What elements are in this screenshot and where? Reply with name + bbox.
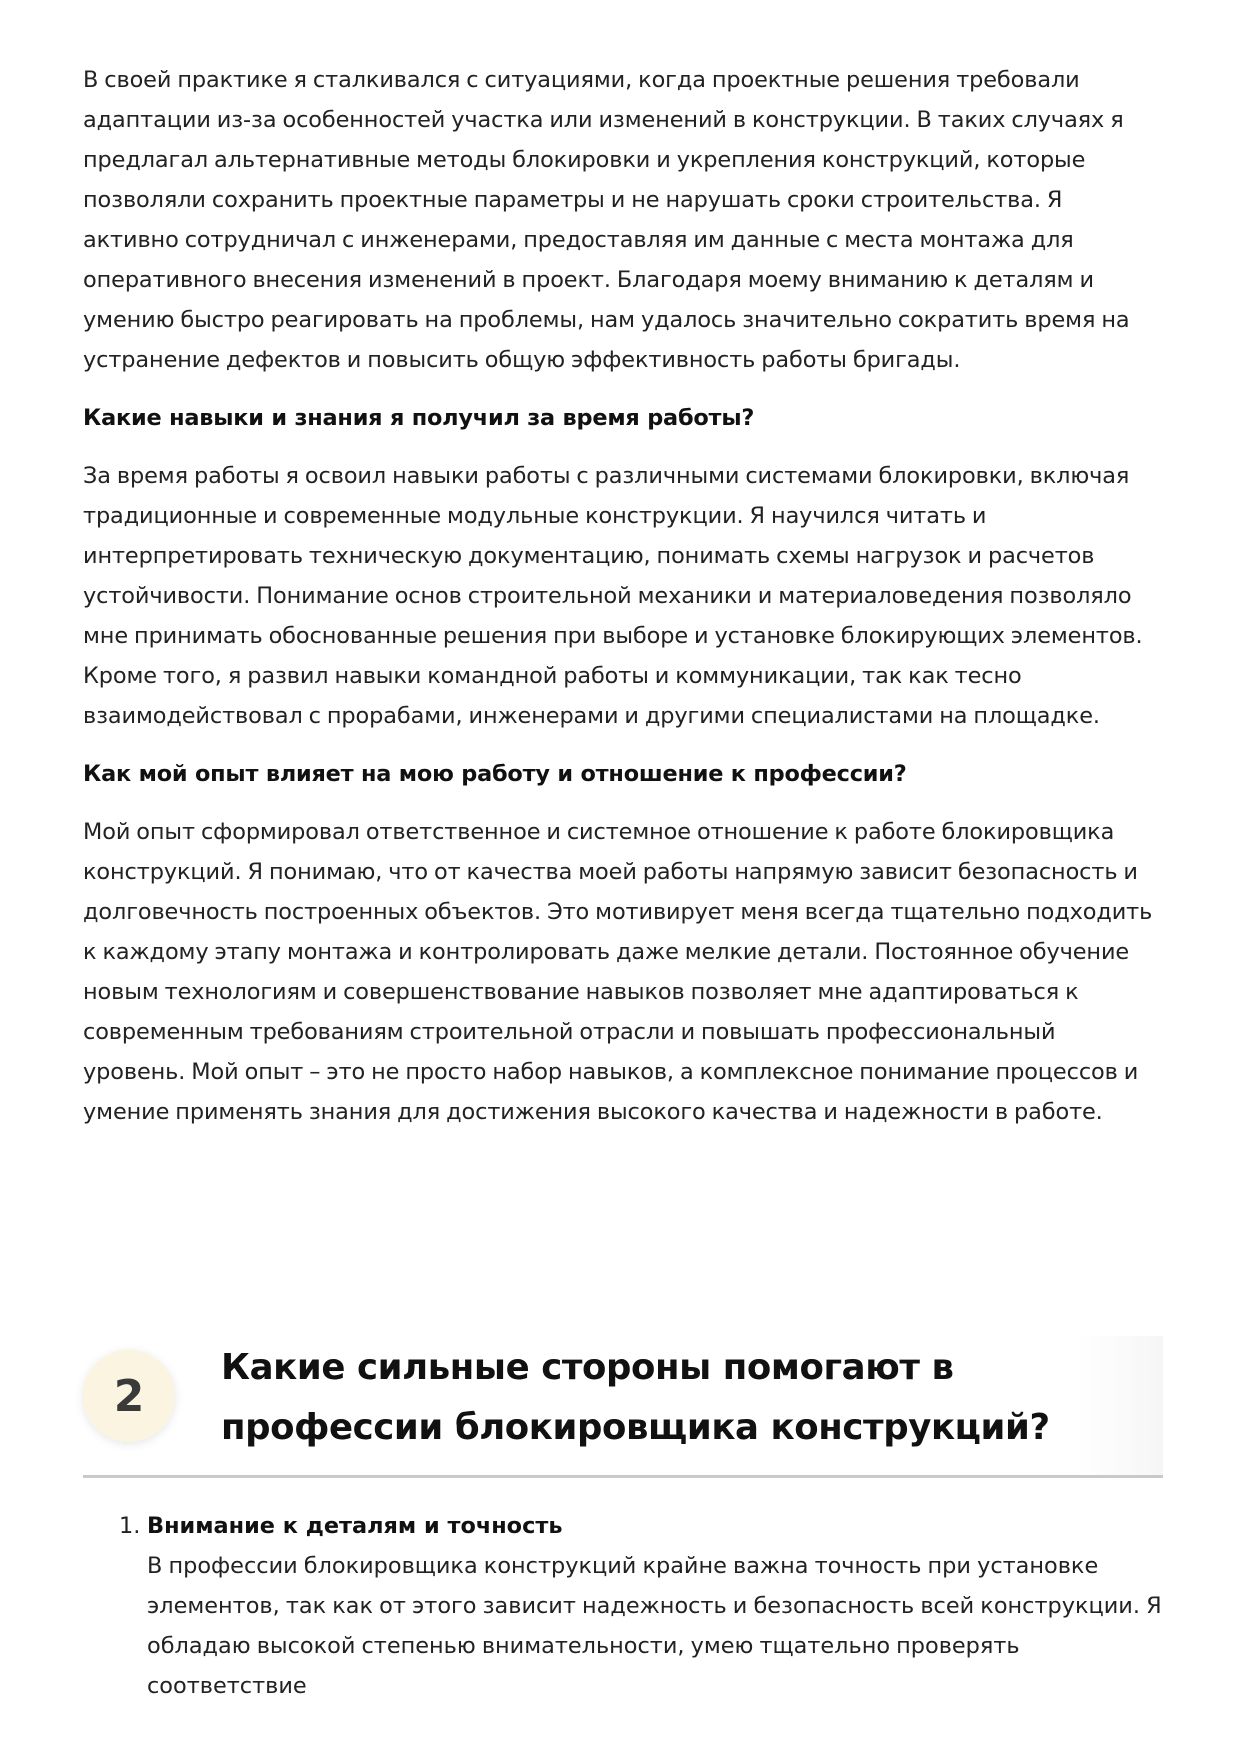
subheading-skills: Какие навыки и знания я получил за время работы? — [83, 405, 755, 431]
list-item-heading: Внимание к деталям и точность — [147, 1513, 563, 1539]
section-header — [83, 1336, 1163, 1478]
list-item-number: 1. — [119, 1513, 141, 1539]
section-number-badge: 2 — [83, 1350, 175, 1442]
list-item — [83, 1506, 1163, 1706]
subheading-experience-impact: Как мой опыт влияет на мою работу и отношение к профессии? — [83, 761, 907, 787]
paragraph-experience-impact: Мой опыт сформировал ответственное и системное отношение к работе блокировщика конструкций. Я понимаю, что от качества моей работы напрямую зависит безопасность и долговечность построенных объектов. Это мотивирует меня всегда тщательно подходить к каждому этапу монтажа и контролировать даже мелкие детали. Постоянное обучение новым технологиям и совершенствование навыков позволяет мне адаптироваться к современным требованиям строительной отрасли и повышать профессиональный уровень. Мой опыт – это не просто набор навыков, а комплексное понимание процессов и умение применять знания для достижения высокого качества и надежности в работе. — [83, 819, 1153, 1125]
article-body — [83, 60, 1163, 1132]
strengths-list — [83, 1506, 1163, 1706]
section-title: Какие сильные стороны помогают в профессии блокировщика конструкций? — [221, 1347, 1050, 1448]
paragraph-project-adaptation: В своей практике я сталкивался с ситуациями, когда проектные решения требовали адаптации из-за особенностей участка или изменений в конструкции. В таких случаях я предлагал альтернативные методы блокировки и укрепления конструкций, которые позволяли сохранить проектные параметры и не нарушать сроки строительства. Я активно сотрудничал с инженерами, предоставляя им данные с места монтажа для оперативного внесения изменений в проект. Благодаря моему вниманию к деталям и умению быстро реагировать на проблемы, нам удалось значительно сократить время на устранение дефектов и повысить общую эффективность работы бригады. — [83, 67, 1130, 373]
list-item-text: В профессии блокировщика конструкций крайне важна точность при установке элементов, так как от этого зависит надежность и безопасность всей конструкции. Я обладаю высокой степенью внимательности, умею тщательно проверять соответствие — [147, 1553, 1162, 1699]
paragraph-skills: За время работы я освоил навыки работы с различными системами блокировки, включая традиционные и современные модульные конструкции. Я научился читать и интерпретировать техническую документацию, понимать схемы нагрузок и расчетов устойчивости. Понимание основ строительной механики и материаловедения позволяло мне принимать обоснованные решения при выборе и установке блокирующих элементов. Кроме того, я развил навыки командной работы и коммуникации, так как тесно взаимодействовал с прорабами, инженерами и другими специалистами на площадке. — [83, 463, 1143, 729]
